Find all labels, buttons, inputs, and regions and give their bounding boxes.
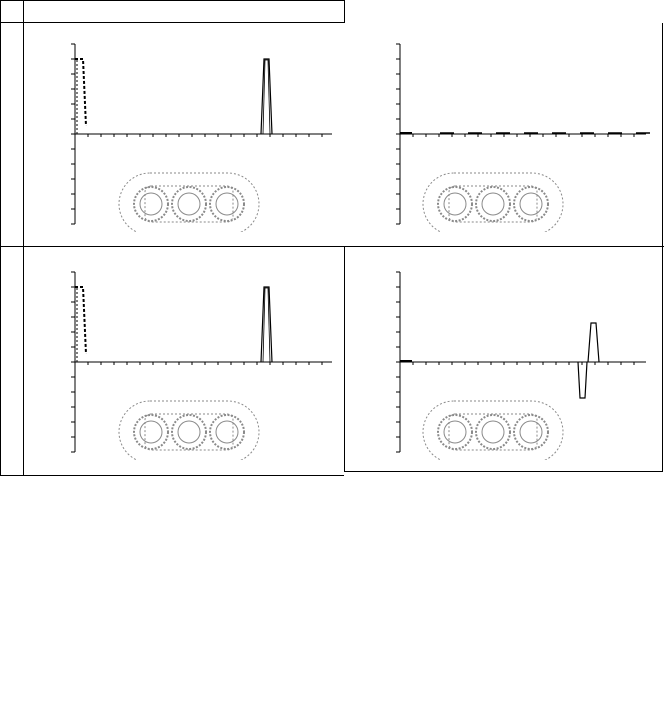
- frame-right-column-top-right: [662, 23, 663, 247]
- cable-core-2-conductor: [178, 421, 200, 443]
- cable-cross-section: [423, 173, 563, 232]
- cable-core-1-conductor: [444, 421, 466, 443]
- cable-core-1-conductor: [140, 193, 162, 215]
- waveform-plot: [60, 36, 338, 232]
- cable-core-1-screen: [134, 187, 168, 221]
- cable-cross-section: [119, 173, 259, 232]
- trace-positive-pulse: [588, 323, 599, 362]
- cable-core-1-screen: [134, 415, 168, 449]
- cable-core-3-screen: [514, 187, 548, 221]
- cable-core-3-screen: [210, 415, 244, 449]
- frame-header-right-line: [344, 0, 345, 23]
- cable-cross-section: [119, 401, 259, 460]
- cable-core-1-screen: [438, 187, 472, 221]
- cable-core-1-conductor: [140, 421, 162, 443]
- cable-core-2-screen: [476, 187, 510, 221]
- frame-header-line: [0, 22, 344, 23]
- cable-core-3-screen: [210, 187, 244, 221]
- panel-bottom-right: [385, 264, 651, 460]
- cable-core-2-conductor: [482, 193, 504, 215]
- frame-right-column-bottom-right: [662, 246, 663, 472]
- panel-top-left: [60, 36, 338, 232]
- cable-core-3-screen: [514, 415, 548, 449]
- cable-core-3-conductor: [216, 421, 238, 443]
- panel-top-right: [385, 36, 651, 232]
- panel-bottom-left: [60, 264, 338, 460]
- frame-row-divider: [0, 246, 664, 247]
- trace-solid-peak: [261, 59, 272, 134]
- cable-core-3-conductor: [216, 193, 238, 215]
- cable-inner-bedding: [449, 414, 537, 450]
- cable-core-2-screen: [476, 415, 510, 449]
- frame-right-column-bottom-line: [344, 471, 663, 472]
- cable-core-3-conductor: [520, 193, 542, 215]
- cable-inner-bedding: [449, 186, 537, 222]
- waveform-plot: [385, 36, 651, 232]
- cable-core-1-screen: [438, 415, 472, 449]
- cable-core-3-conductor: [520, 421, 542, 443]
- waveform-plot: [385, 264, 651, 460]
- cable-cross-section: [423, 401, 563, 460]
- trace-negative-pulse: [578, 362, 587, 398]
- trace-solid-peak: [261, 287, 272, 362]
- cable-core-2-conductor: [178, 193, 200, 215]
- cable-core-2-conductor: [482, 421, 504, 443]
- cable-core-1-conductor: [444, 193, 466, 215]
- frame-right-column-bottom-left: [344, 246, 345, 472]
- frame-left-line: [0, 0, 1, 476]
- frame-top-line: [0, 0, 344, 1]
- cable-inner-bedding: [145, 186, 233, 222]
- frame-bottom-line: [0, 475, 344, 476]
- waveform-plot: [60, 264, 338, 460]
- cable-core-2-screen: [172, 415, 206, 449]
- cable-inner-bedding: [145, 414, 233, 450]
- cable-core-2-screen: [172, 187, 206, 221]
- frame-index-column-line: [23, 0, 24, 476]
